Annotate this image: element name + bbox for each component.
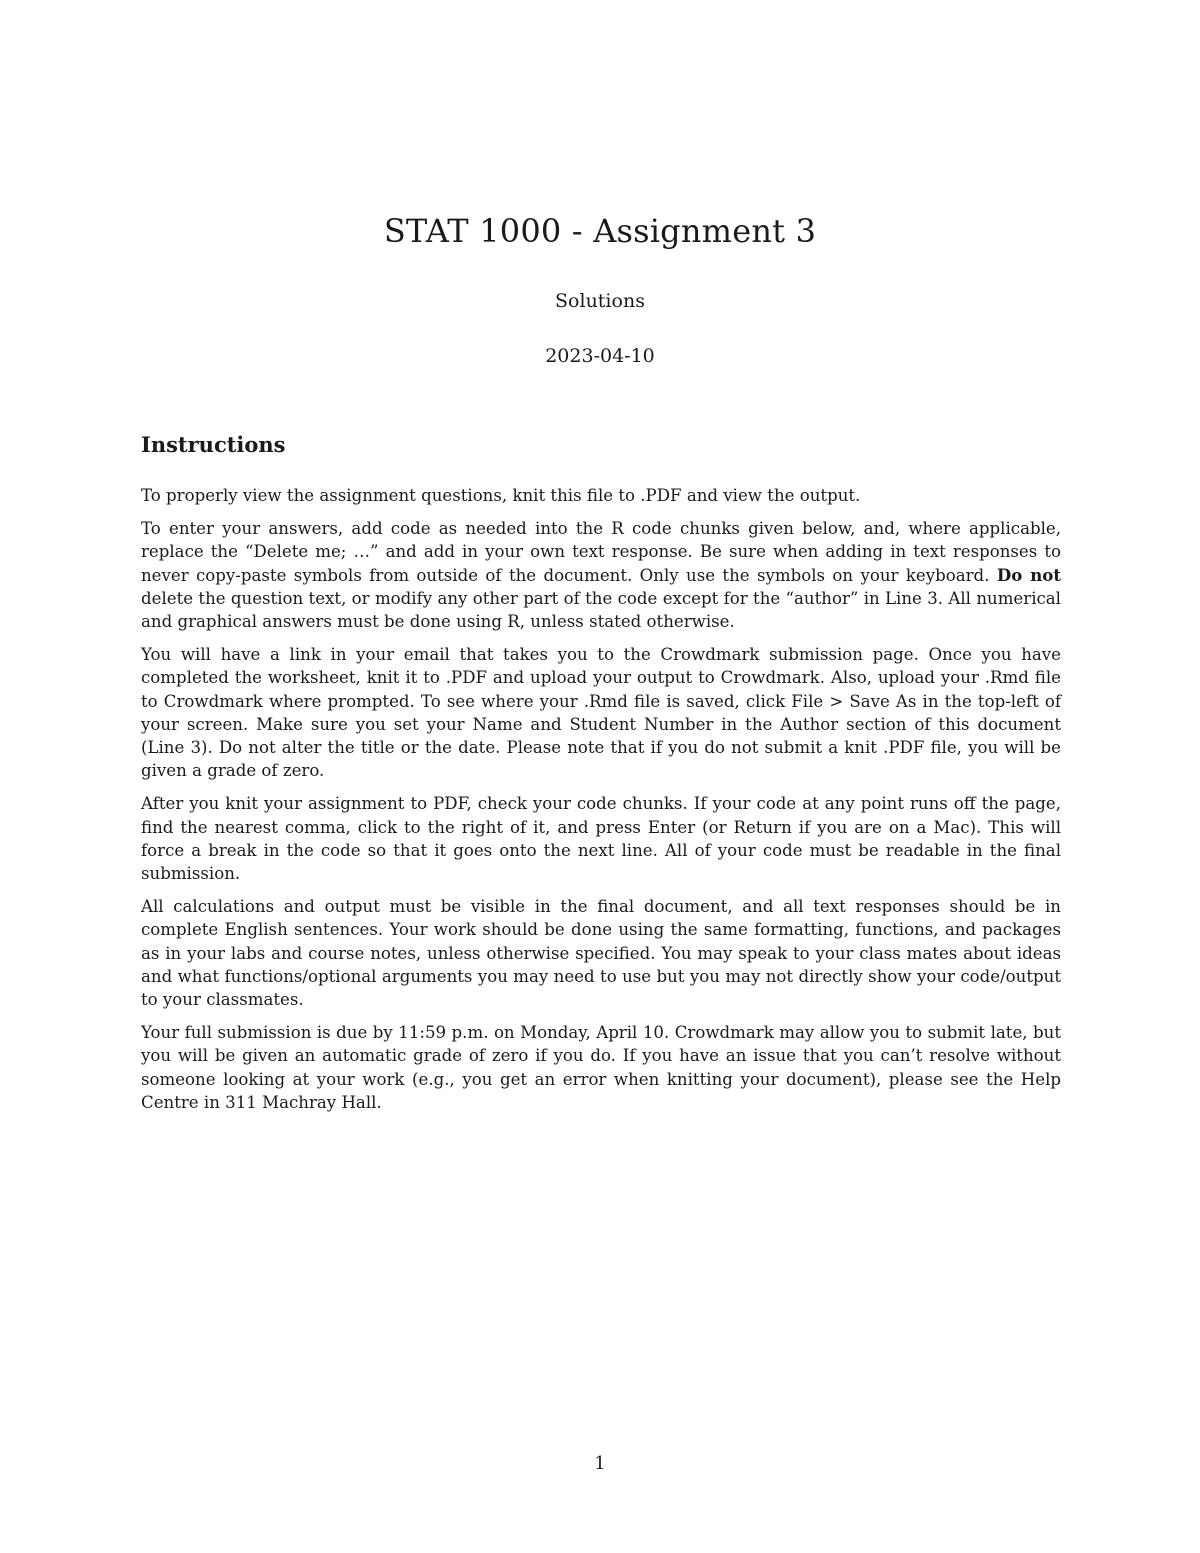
document-author: Solutions xyxy=(555,290,645,312)
instructions-paragraph-3: You will have a link in your email that takes you to the Crowdmark submission page. Once you have completed the worksheet, knit it to .PDF and upload your output to Crowdmark. Also, upload your .Rmd file to Crowdmark where prompted. To see where your .Rmd file is saved, click File > Save As in the top-left of your screen. Make sure you set your Name and Student Number in the Author section of this document (Line 3). Do not alter the title or the date. Please note that if you do not submit a knit .PDF file, you will be given a grade of zero. xyxy=(141,645,1061,781)
instructions-body xyxy=(141,484,1061,1124)
document-date: 2023-04-10 xyxy=(545,345,655,367)
instructions-paragraph-4: After you knit your assignment to PDF, check your code chunks. If your code at any point runs off the page, find the nearest comma, click to the right of it, and press Enter (or Return if you are on a Mac). This will force a break in the code so that it goes onto the next line. All of your code must be readable in the final submission. xyxy=(141,794,1061,884)
page-title: STAT 1000 - Assignment 3 xyxy=(383,212,817,250)
instructions-paragraph-2 xyxy=(141,517,1061,633)
instructions-heading: Instructions xyxy=(141,432,286,457)
instructions-paragraph-2-text-a: To enter your answers, add code as needed into the R code chunks given below, and, where applicable, replace the “Delete me; …” and add in your own text response. Be sure when adding in text responses to never copy-paste symbols from outside of the document. Only use the symbols on your keyboard. xyxy=(141,519,1061,585)
do-not-emphasis: Do not xyxy=(996,564,1061,585)
instructions-paragraph-6: Your full submission is due by 11:59 p.m. on Monday, April 10. Crowdmark may allow you to submit late, but you will be given an automatic grade of zero if you do. If you have an issue that you can’t resolve without someone looking at your work (e.g., you get an error when knitting your document), please see the Help Centre in 311 Machray Hall. xyxy=(141,1023,1061,1112)
instructions-paragraph-5: All calculations and output must be visible in the final document, and all text responses should be in complete English sentences. Your work should be done using the same formatting, functions, and packages as in your labs and course notes, unless otherwise specified. You may speak to your class mates about ideas and what functions/optional arguments you may need to use but you may not directly show your code/output to your classmates. xyxy=(141,897,1061,1010)
page-number: 1 xyxy=(594,1453,606,1474)
instructions-paragraph-1: To properly view the assignment questions, knit this file to .PDF and view the output. xyxy=(141,486,861,505)
instructions-paragraph-2-text-b: delete the question text, or modify any other part of the code except for the “author” in Line 3. All numerical and graphical answers must be done using R, unless stated otherwise. xyxy=(141,588,1061,632)
